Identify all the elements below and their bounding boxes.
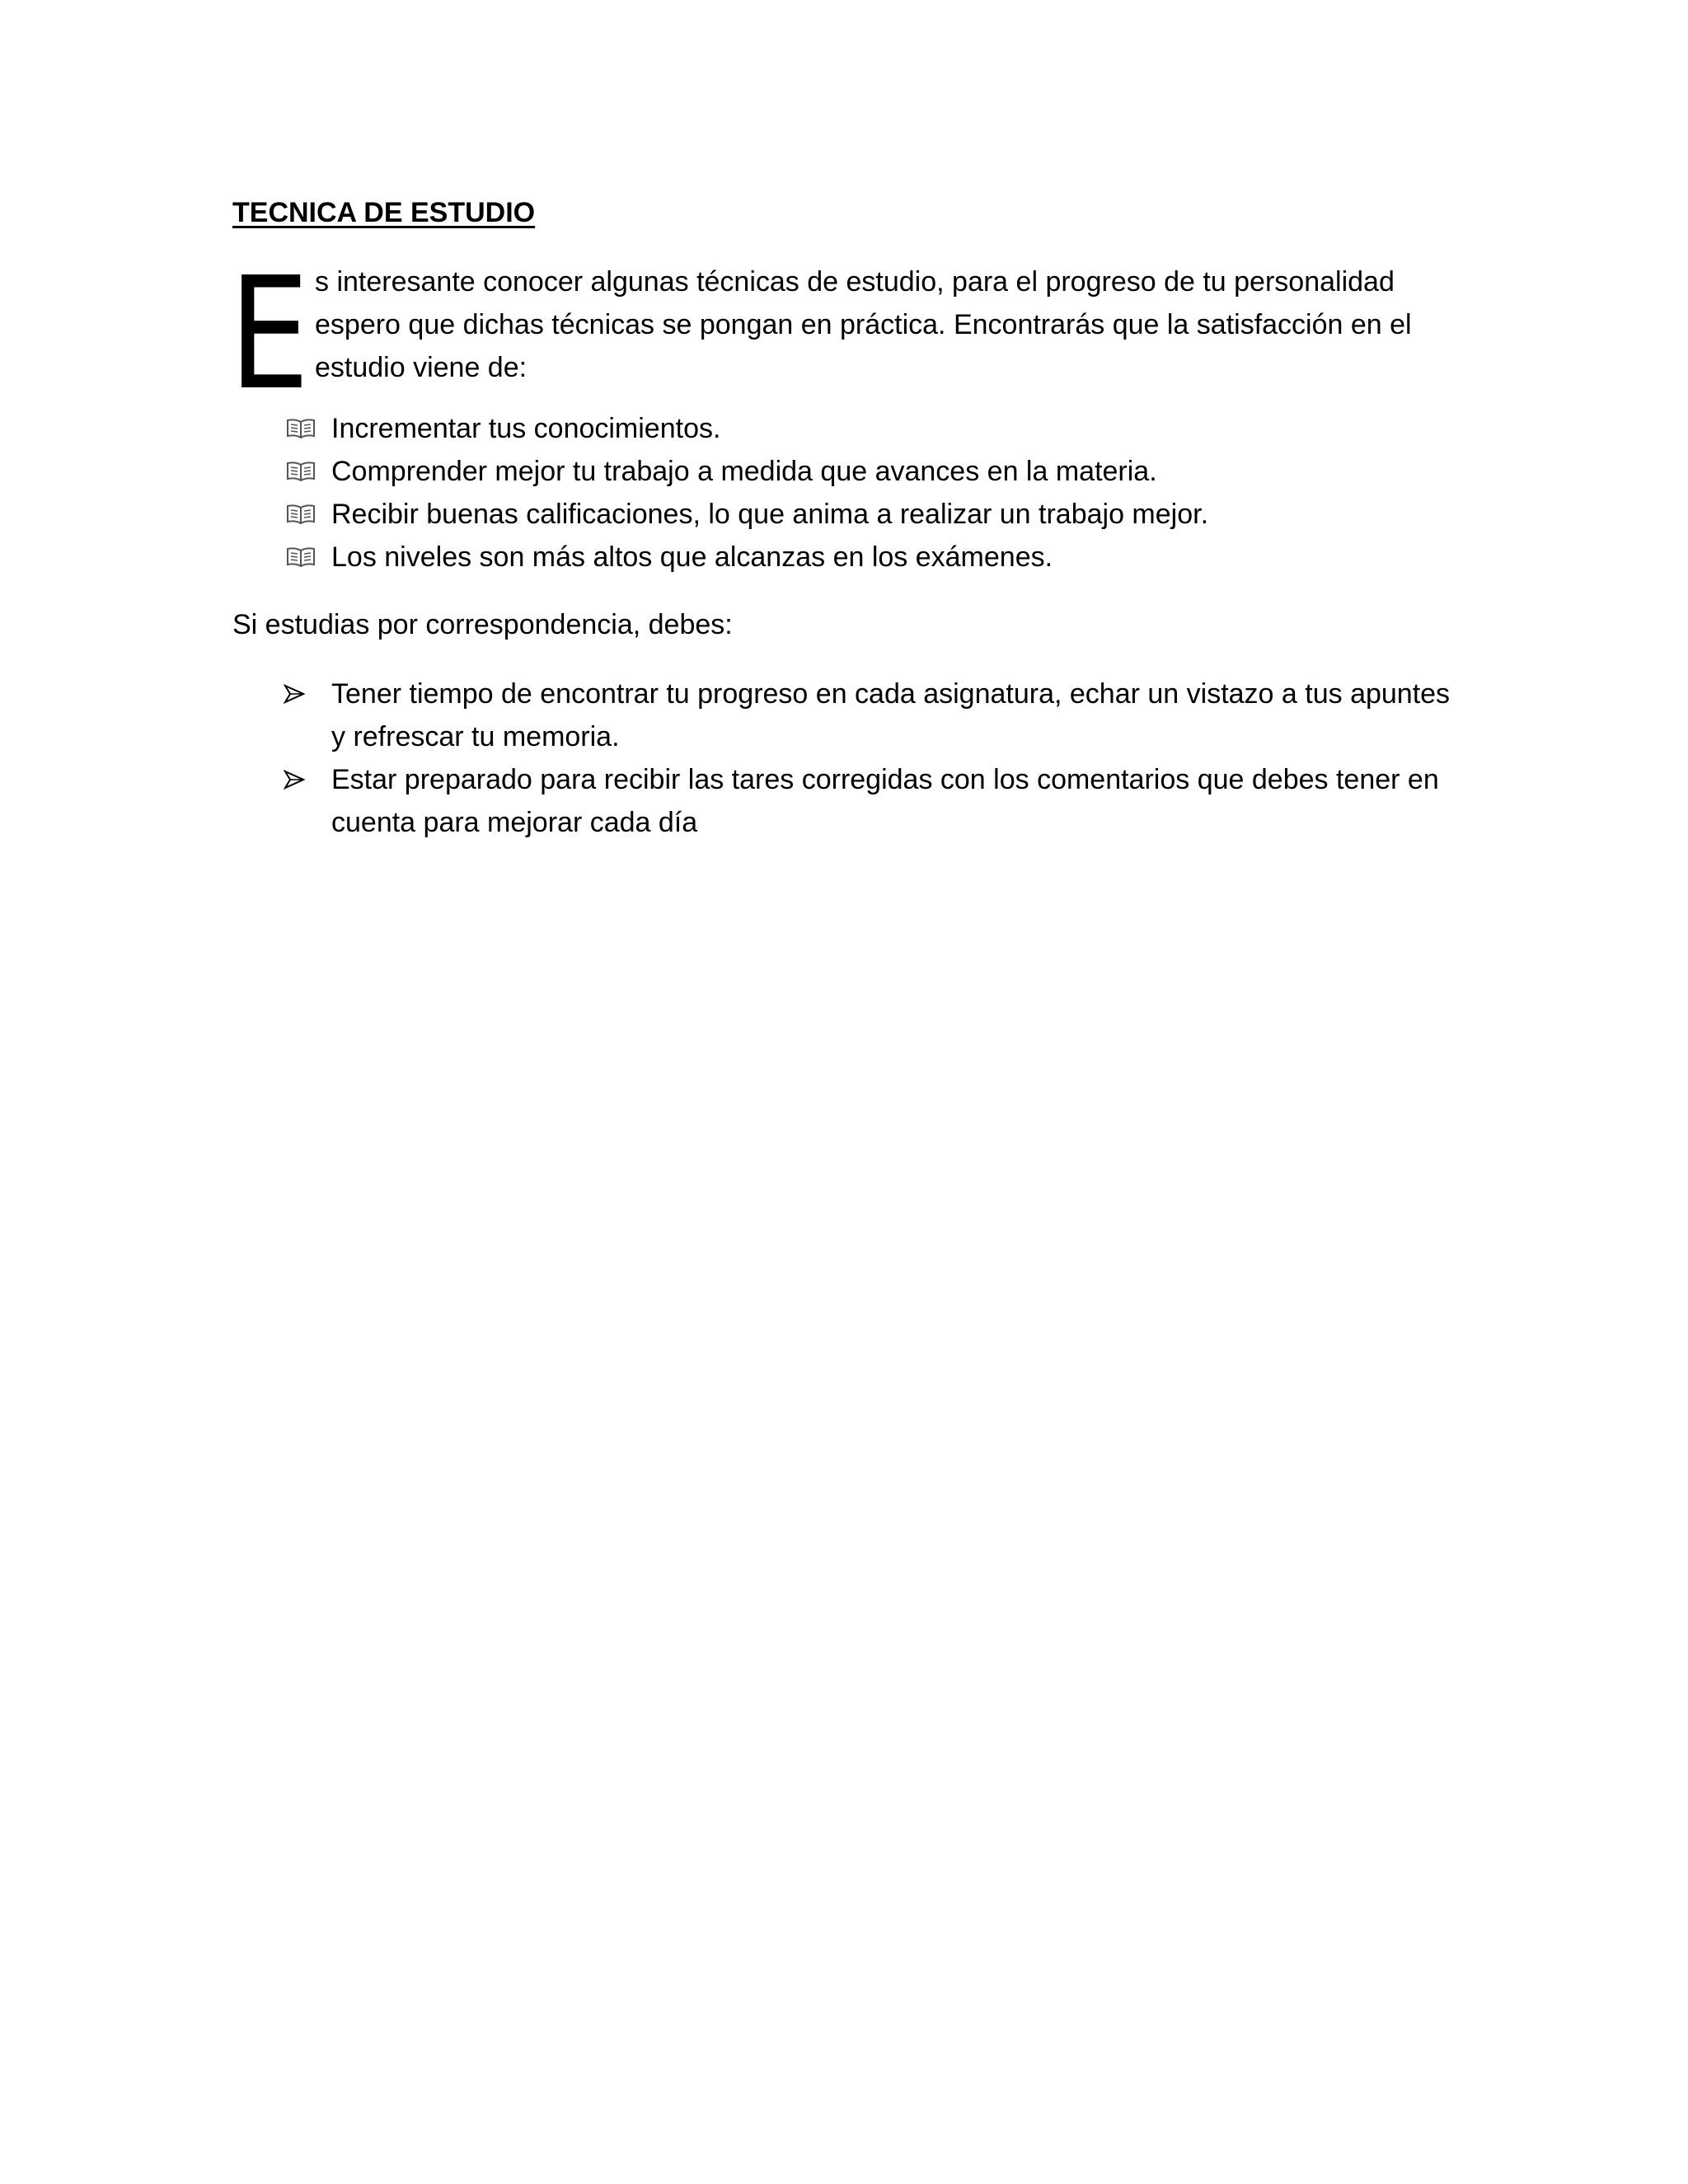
drop-cap: E — [229, 244, 310, 424]
open-book-icon — [285, 418, 316, 439]
open-book-icon — [285, 461, 316, 482]
intro-line: estudio viene de: — [315, 352, 528, 383]
list-item — [232, 450, 1469, 493]
arrow-bullet-icon — [284, 684, 305, 704]
list-item-text: cuenta para mejorar cada día — [331, 807, 698, 838]
intro-text — [315, 260, 1469, 389]
list-item-text: Estar preparado para recibir las tares corregidas con los comentarios que debes tener en — [331, 764, 1439, 795]
arrow-bullet-icon — [284, 770, 305, 790]
list-item-text: Los niveles son más altos que alcanzas en los exámenes. — [331, 541, 1053, 573]
arrow-bullet-list — [232, 673, 1469, 844]
list-item — [232, 407, 1469, 450]
document-body — [229, 191, 1469, 844]
open-book-icon — [285, 546, 316, 568]
list-item — [232, 673, 1469, 758]
intro-paragraph — [229, 244, 1469, 424]
book-bullet-list — [232, 407, 1469, 579]
list-item — [232, 536, 1469, 579]
intro-line: espero que dichas técnicas se pongan en práctica. Encontrarás que la satisfacción en el — [315, 309, 1412, 340]
correspondence-paragraph: Si estudias por correspondencia, debes: — [232, 609, 733, 640]
intro-line: s interesante conocer algunas técnicas de estudio, para el progreso de tu personalidad — [315, 266, 1395, 298]
list-item-text: y refrescar tu memoria. — [331, 721, 620, 752]
list-item-text: Recibir buenas calificaciones, lo que anima a realizar un trabajo mejor. — [331, 499, 1209, 530]
open-book-icon — [285, 504, 316, 525]
list-item-text: Comprender mejor tu trabajo a medida que avances en la materia. — [331, 456, 1157, 487]
list-item — [232, 758, 1469, 844]
list-item — [232, 493, 1469, 536]
list-item-text: Incrementar tus conocimientos. — [331, 413, 721, 444]
list-item-text: Tener tiempo de encontrar tu progreso en cada asignatura, echar un vistazo a tus apuntes — [331, 678, 1451, 710]
document-title: TECNICA DE ESTUDIO — [232, 197, 536, 228]
